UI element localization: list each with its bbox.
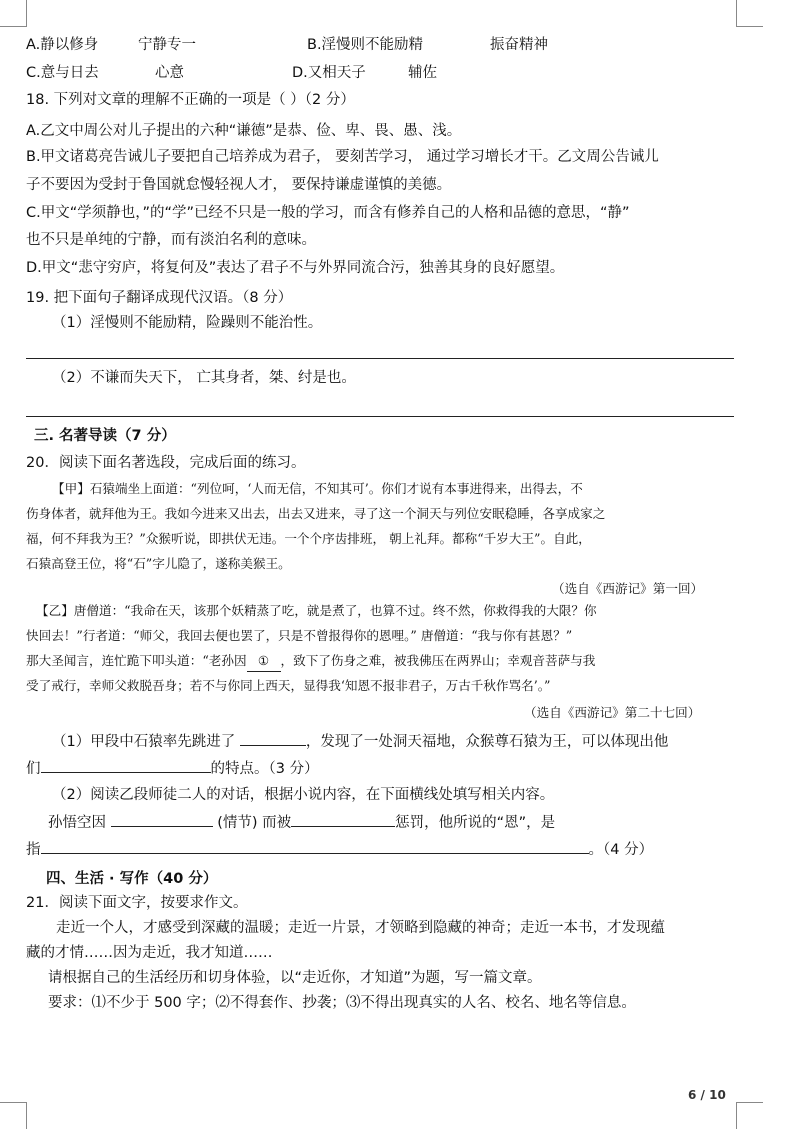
crop-mark-bottom-right: [736, 1102, 763, 1129]
q19-answer-line-1[interactable]: [26, 358, 734, 359]
q18-option-d: D.甲文“悲守穷庐，将复何及”表达了君子不与外界同流合污，独善其身的良好愿望。: [26, 260, 565, 276]
passage-yi-line1: 【乙】唐僧道：“我命在天，该那个妖精蒸了吃，就是煮了，也算不过。终不然，你救得我的大限？你: [36, 603, 597, 618]
passage-jia-source: （选自《西游记》第一回）: [552, 581, 704, 596]
q20-sub2-text-c: 惩罚，他所说的“恩”，是: [395, 815, 556, 831]
q18-option-b-line1: B.甲文诸葛亮告诫儿子要把自己培养成为君子， 要刻苦学习， 通过学习增长才干。乙文周公告诫儿: [26, 149, 659, 165]
q20-sub2-blank-punisher[interactable]: [291, 811, 395, 827]
q19-answer-line-2[interactable]: [26, 416, 734, 417]
q19-sentence-2: （2）不谦而失天下， 亡其身者，桀、纣是也。: [52, 370, 356, 386]
q20-sub2-text-e: 。（4 分）: [588, 842, 654, 858]
section-4-title: 四、生活 · 写作（40 分）: [46, 871, 218, 887]
q20-sub1-text-d: 的特点。（3 分）: [210, 761, 319, 777]
q18-option-c-line1: C.甲文“学须静也，”的“学”已经不只是一般的学习，而含有修养自己的人格和品德的意思，“静”: [26, 205, 630, 221]
q18-option-c-line2: 也不只是单纯的宁静，而有淡泊名利的意味。: [26, 232, 316, 248]
q17-option-c: C.意与日去: [26, 65, 99, 81]
passage-yi-line3-end: ，致下了伤身之难，被我佛压在两界山；幸观音菩萨与我: [280, 653, 596, 668]
q17-option-b: B.淫慢则不能励精: [307, 37, 424, 53]
q21-stem: 21．阅读下面文字，按要求作文。: [26, 895, 248, 911]
q20-sub1-blank-2[interactable]: [41, 757, 211, 773]
q19-stem: 19. 把下面句子翻译成现代汉语。（8 分）: [26, 290, 293, 306]
q18-option-b-line2: 子不要因为受封于鲁国就怠慢轻视人才， 要保持谦虚谨慎的美德。: [26, 177, 452, 193]
q20-sub2-line1: [48, 811, 555, 833]
passage-yi-line3: [26, 651, 595, 672]
q19-sentence-1: （1）淫慢则不能励精，险躁则不能治性。: [52, 315, 323, 331]
q20-sub1-line2: [26, 757, 319, 779]
q20-sub1-line1: [52, 730, 668, 752]
q21-instruction: 请根据自己的生活经历和切身体验，以“走近你，才知道”为题，写一篇文章。: [48, 970, 542, 986]
passage-yi-line4: 受了戒行，幸师父救脱吾身；若不与你同上西天，显得我‘知恩不报非君子，万古千秋作骂名’。”: [26, 678, 551, 693]
q21-prompt-line2: 藏的才情……因为走近，我才知道……: [26, 945, 273, 961]
q20-sub1-text-a: （1）甲段中石猿率先跳进了: [52, 734, 236, 750]
q20-sub2-instruction: （2）阅读乙段师徒二人的对话，根据小说内容，在下面横线处填写相关内容。: [52, 787, 555, 803]
q17-option-d: D.又相天子: [292, 65, 366, 81]
crop-mark-top-right: [736, 0, 763, 27]
passage-jia-line3: 福，何不拜我为王？”众猴听说，即拱伏无违。一个个序齿排班， 朝上礼拜。都称“千岁大王”。自此，: [26, 531, 591, 546]
q20-sub1-text-b: ，发现了一处洞天福地，众猴尊石猿为王，可以体现出他: [305, 734, 669, 750]
q20-sub2-blank-plot[interactable]: [111, 811, 213, 827]
passage-yi-line2: 快回去！”行者道：“师父，我回去便也罢了，只是不曾报得你的恩哩。” 唐僧道：“我与你有甚恩？”: [26, 628, 573, 643]
q20-sub1-text-c: 们: [26, 761, 41, 777]
q17-option-a-answer: 宁静专一: [138, 37, 196, 53]
blank-1[interactable]: ①: [247, 651, 281, 672]
q20-sub2-text-a: 孙悟空因: [48, 815, 106, 831]
page-number: 6 / 10: [688, 1088, 726, 1102]
q21-requirements: 要求：⑴不少于 500 字；⑵不得套作、抄袭；⑶不得出现真实的人名、校名、地名等信息。: [48, 995, 636, 1011]
passage-jia-line1: 【甲】石猿端坐上面道：“列位呵，‘人而无信，不知其可’。你们才说有本事进得来，出得去，不: [52, 481, 583, 496]
q20-sub2-blank-grace[interactable]: [41, 838, 589, 854]
q20-sub2-text-d: 指: [26, 842, 41, 858]
passage-yi-line3-start: 那大圣闻言，连忙跪下叩头道：“老孙因: [26, 653, 247, 668]
q18-stem: 18. 下列对文章的理解不正确的一项是（ ）（2 分）: [26, 92, 355, 108]
q21-prompt-line1: 走近一个人，才感受到深藏的温暖；走近一片景，才领略到隐藏的神奇；走近一本书，才发现蕴: [56, 920, 665, 936]
q17-option-b-answer: 振奋精神: [490, 37, 548, 53]
q20-sub2-line2: [26, 838, 653, 860]
passage-yi-source: （选自《西游记》第二十七回）: [524, 705, 701, 720]
q17-option-d-answer: 辅佐: [408, 65, 437, 81]
passage-jia-line2: 伤身体者，就拜他为王。我如今进来又出去，出去又进来，寻了这一个洞天与列位安眠稳睡，各享成家之: [26, 506, 606, 521]
q20-sub2-text-b: (情节) 而被: [217, 815, 292, 831]
crop-mark-top-left: [0, 0, 27, 27]
q18-option-a: A.乙文中周公对儿子提出的六种“谦德”是恭、俭、卑、畏、愚、浅。: [26, 123, 462, 139]
q20-stem: 20．阅读下面名著选段，完成后面的练习。: [26, 455, 306, 471]
q17-option-c-answer: 心意: [155, 65, 184, 81]
crop-mark-bottom-left: [0, 1102, 27, 1129]
passage-jia-line4: 石猿高登王位，将“石”字儿隐了，遂称美猴王。: [26, 556, 291, 571]
section-3-title: 三. 名著导读（7 分）: [34, 428, 176, 444]
q17-option-a: A.静以修身: [26, 37, 99, 53]
q20-sub1-blank-1[interactable]: [240, 730, 306, 746]
